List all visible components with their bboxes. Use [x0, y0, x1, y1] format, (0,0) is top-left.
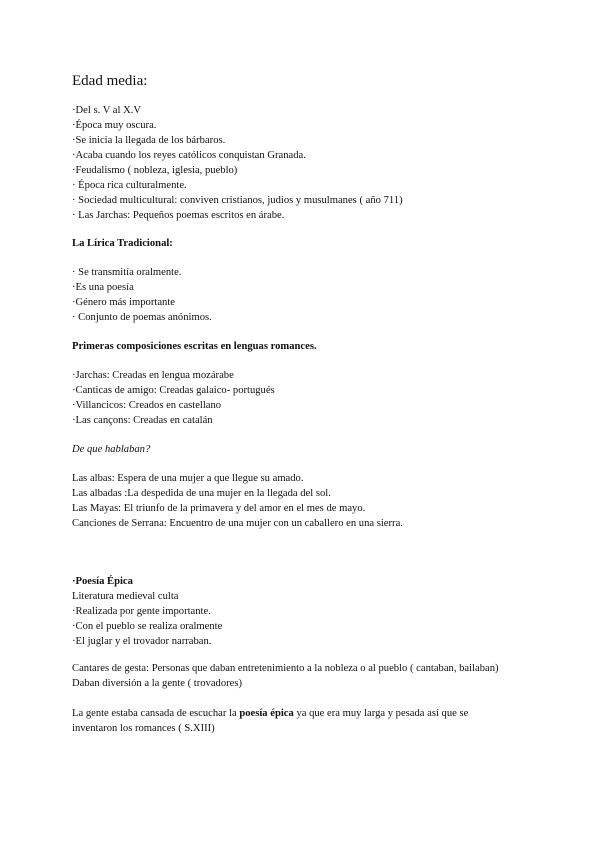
paragraph-line: Daban diversión a la gente ( trovadores)	[72, 678, 243, 689]
paragraph-line: Cantares de gesta: Personas que daban entretenimiento a la nobleza o al pueblo ( cantaban, bailaban)	[72, 663, 499, 674]
list-item: Las Mayas: El triunfo de la primavera y del amor en el mes de mayo.	[72, 503, 366, 514]
list-item: ·Es una poesía	[72, 282, 134, 293]
list-item: ·Se inicia la llegada de los bárbaros.	[72, 135, 226, 146]
hablaban-section	[72, 442, 542, 457]
list-item: ·Feudalismo ( nobleza, iglesia, pueblo)	[72, 165, 238, 176]
romances-list	[72, 368, 542, 428]
list-item: ·Género más importante	[72, 297, 175, 308]
hablaban-list	[72, 471, 542, 531]
list-item: ·Villancicos: Creados en castellano	[72, 400, 222, 411]
list-item: Las albas: Espera de una mujer a que llegue su amado.	[72, 473, 304, 484]
paragraph-text	[72, 706, 512, 736]
list-item: ·El juglar y el trovador narraban.	[72, 636, 212, 647]
list-item: Canciones de Serrana: Encuentro de una mujer con un caballero en una sierra.	[72, 518, 403, 529]
paragraph-text-start: La gente estaba cansada de escuchar la	[72, 708, 240, 719]
list-item: · Conjunto de poemas anónimos.	[72, 312, 212, 323]
section-heading: De que hablaban?	[72, 444, 151, 455]
list-item: ·Del s. V al X.V	[72, 105, 142, 116]
list-item: · Las Jarchas: Pequeños poemas escritos en árabe.	[72, 210, 285, 221]
list-item: ·Con el pueblo se realiza oralmente	[72, 621, 223, 632]
page-title: Edad media:	[72, 73, 148, 89]
section-heading: ·Poesía Épica	[72, 576, 133, 587]
lirica-section	[72, 236, 542, 251]
list-item: ·Realizada por gente importante.	[72, 606, 211, 617]
list-item: ·Canticas de amigo: Creadas galaico- portugués	[72, 385, 275, 396]
list-item: Las albadas :La despedida de una mujer en la llegada del sol.	[72, 488, 331, 499]
section-heading: Primeras composiciones escritas en lenguas romances.	[72, 341, 317, 352]
list-item: · Sociedad multicultural: conviven cristianos, judios y musulmanes ( año 711)	[72, 195, 403, 206]
list-item: ·Las cançons: Creadas en catalán	[72, 415, 213, 426]
intro-list	[72, 103, 542, 223]
epica-section	[72, 574, 542, 649]
list-item: Literatura medieval culta	[72, 591, 179, 602]
list-item: · Época rica culturalmente.	[72, 180, 187, 191]
cantares-paragraph	[72, 661, 542, 691]
list-item: · Se transmitía oralmente.	[72, 267, 182, 278]
emphasis-poesia-epica: poesía épica	[239, 708, 294, 719]
list-item: ·Jarchas: Creadas en lengua mozárabe	[72, 370, 234, 381]
list-item: ·Época muy oscura.	[72, 120, 157, 131]
paragraph-text-end: ya que era muy larga y pesada así que se inventaron los romances ( S.XIII)	[72, 708, 469, 734]
section-heading: La Lírica Tradicional:	[72, 238, 173, 249]
lirica-list	[72, 265, 542, 325]
romances-section	[72, 339, 542, 354]
list-item: ·Acaba cuando los reyes católicos conquistan Granada.	[72, 150, 306, 161]
final-paragraph	[72, 706, 512, 736]
